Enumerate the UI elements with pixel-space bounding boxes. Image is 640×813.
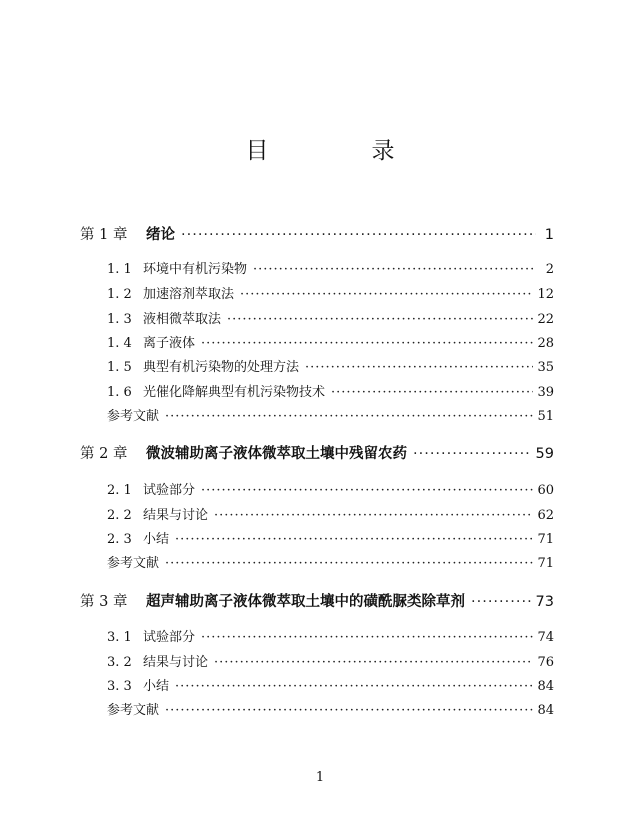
page-number: 84: [537, 703, 554, 718]
page-number: 74: [537, 630, 554, 645]
section-number: 1. 4: [107, 336, 132, 351]
section-title: 小结: [143, 679, 170, 694]
section-number: 1. 2: [107, 287, 132, 302]
leader-dots: [331, 385, 533, 401]
section-title: 结果与讨论: [143, 508, 209, 523]
section-number: 2. 2: [107, 508, 132, 523]
leader-dots: [227, 312, 533, 328]
page-number: 84: [537, 679, 554, 694]
toc-section-2-3[interactable]: [107, 532, 554, 548]
page-number: 35: [537, 360, 554, 375]
toc-references-1[interactable]: [107, 409, 554, 425]
leader-dots: [175, 679, 533, 695]
page-number: 22: [537, 312, 554, 327]
section-title: 离子液体: [143, 336, 196, 351]
toc-section-1-4[interactable]: [107, 336, 554, 352]
leader-dots: [305, 360, 533, 376]
page-number: 39: [537, 385, 554, 400]
section-title: 试验部分: [143, 483, 196, 498]
footer-page-number: 1: [315, 770, 325, 785]
page-number: 12: [537, 287, 554, 302]
toc-section-1-2[interactable]: [107, 287, 554, 303]
toc-chapter-3[interactable]: [80, 594, 554, 610]
page-number: 76: [537, 655, 554, 670]
page-number: 59: [535, 446, 554, 462]
leader-dots: [471, 594, 532, 610]
section-number: 1. 5: [107, 360, 132, 375]
section-number: 2. 1: [107, 483, 132, 498]
section-number: 2. 3: [107, 532, 132, 547]
toc-section-3-3[interactable]: [107, 679, 554, 695]
toc-references-3[interactable]: [107, 703, 554, 719]
toc-section-1-1[interactable]: [107, 262, 554, 278]
leader-dots: [181, 227, 536, 243]
chapter-number: 第 3 章: [80, 594, 128, 610]
leader-dots: [201, 336, 533, 352]
page-title: 目 录: [245, 138, 435, 164]
page-number: 62: [537, 508, 554, 523]
leader-dots: [413, 446, 532, 462]
chapter-title: 微波辅助离子液体微萃取土壤中残留农药: [146, 446, 407, 462]
section-title: 小结: [143, 532, 170, 547]
references-label: 参考文献: [107, 556, 160, 571]
section-number: 1. 1: [107, 262, 132, 277]
page-number: 2: [545, 262, 554, 277]
section-number: 1. 3: [107, 312, 132, 327]
leader-dots: [240, 287, 533, 303]
section-title: 典型有机污染物的处理方法: [143, 360, 300, 375]
toc-section-1-3[interactable]: [107, 312, 554, 328]
leader-dots: [201, 483, 533, 499]
toc-chapter-1[interactable]: [80, 227, 554, 243]
section-title: 结果与讨论: [143, 655, 209, 670]
section-number: 3. 1: [107, 630, 132, 645]
section-title: 液相微萃取法: [143, 312, 222, 327]
toc-section-3-1[interactable]: [107, 630, 554, 646]
toc-section-2-2[interactable]: [107, 508, 554, 524]
page-number: 60: [537, 483, 554, 498]
leader-dots: [214, 655, 533, 671]
section-title: 试验部分: [143, 630, 196, 645]
page-number: 51: [537, 409, 554, 424]
section-number: 3. 2: [107, 655, 132, 670]
leader-dots: [253, 262, 536, 278]
leader-dots: [214, 508, 533, 524]
section-title: 加速溶剂萃取法: [143, 287, 235, 302]
references-label: 参考文献: [107, 409, 160, 424]
page-number: 28: [537, 336, 554, 351]
page-number: 73: [535, 594, 554, 610]
chapter-number: 第 1 章: [80, 227, 128, 243]
section-number: 3. 3: [107, 679, 132, 694]
leader-dots: [165, 409, 533, 425]
leader-dots: [175, 532, 533, 548]
toc-section-1-6[interactable]: [107, 385, 554, 401]
page-number: 71: [537, 556, 554, 571]
chapter-number: 第 2 章: [80, 446, 128, 462]
leader-dots: [165, 556, 533, 572]
chapter-title: 绪论: [146, 227, 175, 243]
section-number: 1. 6: [107, 385, 132, 400]
page-number: 71: [537, 532, 554, 547]
toc-section-2-1[interactable]: [107, 483, 554, 499]
toc-references-2[interactable]: [107, 556, 554, 572]
toc-section-1-5[interactable]: [107, 360, 554, 376]
section-title: 环境中有机污染物: [143, 262, 248, 277]
toc-section-3-2[interactable]: [107, 655, 554, 671]
chapter-title: 超声辅助离子液体微萃取土壤中的磺酰脲类除草剂: [146, 594, 465, 610]
section-title: 光催化降解典型有机污染物技术: [143, 385, 326, 400]
references-label: 参考文献: [107, 703, 160, 718]
leader-dots: [201, 630, 533, 646]
leader-dots: [165, 703, 533, 719]
page-number: 1: [544, 227, 554, 243]
toc-chapter-2[interactable]: [80, 446, 554, 462]
